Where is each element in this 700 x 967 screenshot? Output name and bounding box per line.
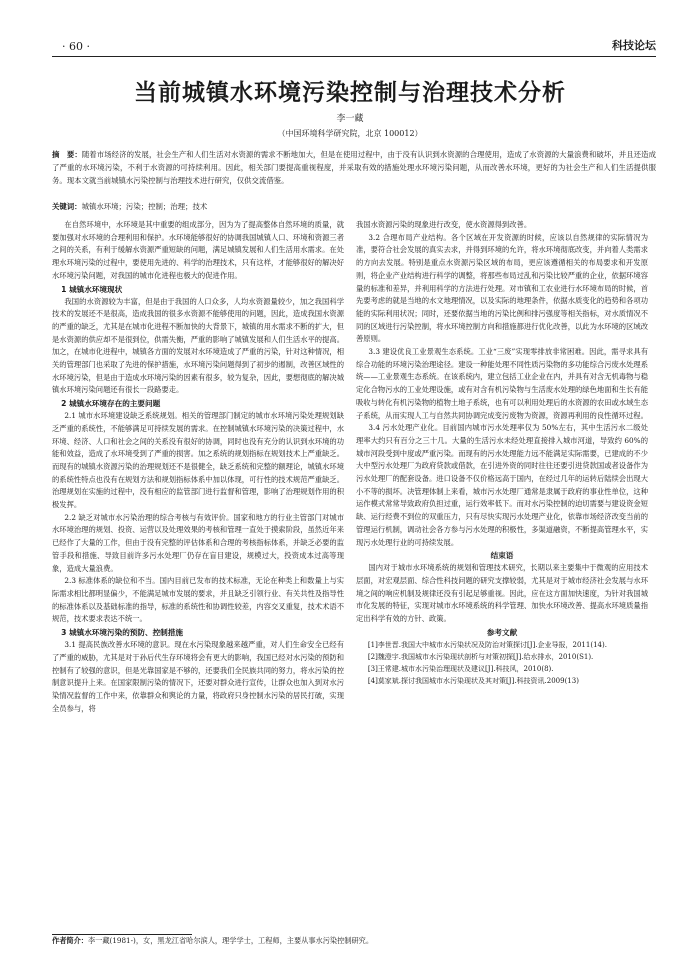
article-author: 李一藏 [336,114,364,124]
reference-item: [3]王常建.城市水污染治理现状及建议[J].科技风，2010(8). [367,664,554,673]
reference-item: [4]莫家斌.探讨我国城市水污染现状及其对策[J].科技资讯.2009(13) [367,676,579,685]
keywords-label: 关键词： [52,202,82,211]
abstract-text: 随着市场经济的发展，社会生产和人们生活对水资源的需求不断地加大，但是在使用过程中，由于没有认识到水资源的合理使用，造成了水资源的大量浪费和破坏，并且还造成了严重的水环境污染，不利于水资源的可持续利用。因此，相关部门要提高重视程度，并采取有效的措施处理水环境污染问题，从而改善水环境，更好的为社会生产和人们生活提供服务。现本文就当前城镇水污染控制与治理技术进行研究，仅供交流借鉴。 [52,150,656,186]
section-3-2-paragraph: 3.2 合理布局产业结构。各个区域在开发资源的时候，应该以自然规律的实际情况为准，要符合社会发展的真实去求，并得到环境的允许，将水环境彻底改变，并向着人类需求的方向去发展。特别是重点水资源污染区域的布局，更应该遵循相关的布局要求和开发原则，将企业产业结构进行科学的调整，将那些布局过乱和污染比较严重的企业，依据环境容量的标准和差异，并利用科学的方法进行处理。对市镇和工农业进行水环境布局的时候，首先要考虑的就是当地的水文地理情况，以及实际的地理条件，依据水质变化的趋势和各项功能的实际利用状况；同时，还要依据当地的污染比例和排污强度等相关指标，对水质情况不同的区域进行污染控制，将水环境控制方向和措施都进行优化改善，以此为水环境的区域改善原则。 [356,232,648,344]
section-3-4-paragraph: 3.4 污水处理产业化。目前国内城市污水处理率仅为 50%左右，其中生活污水二级处理率大约只有百分之三十几。大量的生活污水未经处理直接排入城市河道，导致约 60%的城市河段受到中度或严重污染。而现有的污水处理能力远不能满足实际需要，已建成的不少大中型污水处理厂为政府贷款或借款，在引进外资的同时往往还要引进贷款国或者设备作为污水处理厂的配套设备。进口设备不仅价格远高于国内，在经过几年的运转后陆续会出现大小不等的损坏。决管理体制上来看，城市污水处理厂通常是隶属于政府的事业性单位，这种运作模式常常导致政府负担过重，运行效率低下。而对水污染控制的迫切需要与建设资金短缺、运行经费不到位的双重压力，只有尽快实现污水处理产业化，依靠市场经济改变当前的管理运行机制，调动社会各方参与污水处理的积极性，多渠道融资，不断提高管理水平，实现污水处理行业的可持续发展。 [356,423,648,547]
conclusion-paragraph: 国内对于城市水环境系统的规划和管理技术研究，长期以来主要集中于微观的应用技术层面，对宏观层面、综合性科技问题的研究支撑较弱，尤其是对于城市经济社会发展与水环境之间的响应机制及规律还没有引起足够重视。因此，应在这方面加快速度，为针对我国城市化发展的特征，实现对城市水环境系统的科学管理、加快水环境改善、提高水环境质量指定出科学有效的方针、政策。 [356,563,648,624]
page-number: · 60 · [62,40,90,53]
section-2-3-paragraph: 2.3 标准体系的缺位和不当。国内目前已发布的技术标准，无论在种类上和数量上与实际需求相比都明显偏少，不能满足城市发展的要求，并且缺乏引领行业、有关共性及指导性的标准体系以及基础标准的指导，标准的系统性和协调性较差，内容交叉重复，技术术语不规范，技术要求表达不统一。 [52,576,344,624]
author-affiliation: （中国环境科学研究院，北京 100012） [277,129,423,138]
section-3-1-paragraph: 3.1 提高民族改善水环境的意识。现在水污染现象越来越严重，对人们生命安全已经有了严重的威胁，尤其是对于孙后代生存环境将会有更大的影响，我国已经对水污染的预防和控制有了较强的意识，但是光靠国家是不够的，还要我们全民族共同的努力，将水污染的控制意识提升上来。在国家限制污染的情况下，还要对群众进行宣传，让群众也加入到对水污染情况监督的工作中来，依靠群众和舆论的力量，将政府只身控制水污染的居民打破，实现全员参与，将 [52,640,344,713]
abstract [52,148,656,188]
right-column [356,219,648,687]
reference-item: [1]李世晋.我国大中城市水污染状况及防治对策探讨[J].企业导报，2011(14). [367,640,607,649]
section-heading-3: 3 城镇水环境污染的预防、控制措施 [61,628,183,638]
footnote-label: 作者简介： [52,936,88,945]
keywords [52,200,656,213]
section-3-3-paragraph: 3.3 建设优良工业景观生态系统。工业“三废”实现零排放非常困难。因此，需寻求具有综合功能的环境污染治理途径。建设一种能处理不同性质污染物的多功能综合污废水处理系统——工业景观生态系统。在该系统内，建立包括工业企业在内，并具有对含无机毒物与稳定化合物污水的工业处理设施，或有对含有机污染物与生活废水处理的绿色地面和生长有能吸收与转化有机污染物的植物土地子系统，也有可以利用处理后的水资源的农田或水域生态子系统，从而实现人工与自然共同协调完成变污废物为资源，资源再利用的良性循环过程。 [356,347,648,420]
conclusion-heading: 结束语 [490,551,514,561]
section-1-paragraph: 我国的水资源较为丰富，但是由于我国的人口众多，人均水资源量较少，加之我国科学技术的发展还不是很高，造成我国的很多水资源不能够使用的问题，因此，造成我国水资源的严重的缺乏，尤其是在城市化进程不断加快的大背景下，城镇的用水需求不断的扩大，但是水资源的供应却不是很到位，供需失衡，严重的影响了城镇发展和人们生活水平的提高。加之，在城市化进程中，城镇各方面的发展对水环境造成了严重的污染，针对这种情况，相关的管理部门也采取了先进的保护措施，水环境污染问题得到了初步的遏制，改善区域性的水环境污染，但是由于造成水环境污染的因素有很多，较为复杂，因此，要想彻底的解决城镇水环境污染问题还有很长一段路要走。 [52,296,344,395]
reference-item: [2]魏澄宇.我国城市水污染现状剖析与对策初探[J].给水排水，2010(S1). [367,652,594,661]
section-heading-2: 2 城镇水环境存在的主要问题 [61,399,161,409]
author-footnote [52,935,656,947]
article-title: 当前城镇水环境污染控制与治理技术分析 [134,80,566,106]
abstract-label: 摘 要： [52,150,82,159]
intro-paragraph: 在自然环境中，水环境是其中重要的组成部分，因为为了提高整体自然环境的质量，就要加强对水环境的合理利用和保护。水环境能够很好的协调我国城镇人口、环境和资源三者之间的关系，有利于缓解水资源严重短缺的问题，满足城镇发展和人们生活用水需求。在处理水环境污染的过程中，要使用先进的、科学的治理技术，只有这样，才能够很好的解决好水环境污染问题，对我国的城市化进程也极大的促进作用。 [52,220,344,280]
section-3-1-continued: 我国水资源污染的现象进行改变，使水资源得到改善。 [356,220,532,229]
footnote-text: 李一藏(1981-)，女，黑龙江省哈尔滨人，理学学士，工程师，主要从事水污染控制研究。 [87,936,374,945]
references-heading: 参考文献 [486,627,518,637]
journal-section-title: 科技论坛 [612,39,656,52]
section-heading-1: 1 城镇水环境现状 [61,284,123,294]
section-2-1-paragraph: 2.1 城市水环境建设缺乏系统规划。相关的管理部门制定的城市水环境污染处理规划缺乏严重的系统性，不能够满足可持续发展的需求。在控制城镇水环境污染的决策过程中，水环境、经济、人口和社会之间的关系没有很好的协调，同时也没有充分的认识到水环境的功能和效益，造成了水环境受到了严重的损害。加之系统的规划指标在规划技术上严重缺乏。而现有的城镇水资源污染的治理规划还不是很健全，缺乏系统和完整的额理论，城镇水环境的系统性特点也没有在规划方法和规划指标体系中加以体现，可行性的技术规范严重缺乏。治理规划在实施的过程中，没有相应的监管部门进行监督和管理，影响了治理规划作用的积极发挥。 [52,411,344,510]
left-column [52,219,344,715]
section-2-2-paragraph: 2.2 缺乏对城市水污染治理的综合考核与有效评价。国家和地方的行业主管部门对城市水环境治理的规划、投资、运营以及处理效果的考核和管理一直处于摸索阶段，虽然近年来已经作了大量的工作，但由于没有完整的评估体系和合理的考核指标体系，并缺乏必要的监管手段和措施、导致目前许多污水处理厂仍存在盲目建设，规模过大，投资成本过高等现象，造成大量浪费。 [52,512,344,573]
keywords-text: 城镇水环境；污染；控制；治理；技术 [81,202,208,211]
header-rule [52,56,656,57]
